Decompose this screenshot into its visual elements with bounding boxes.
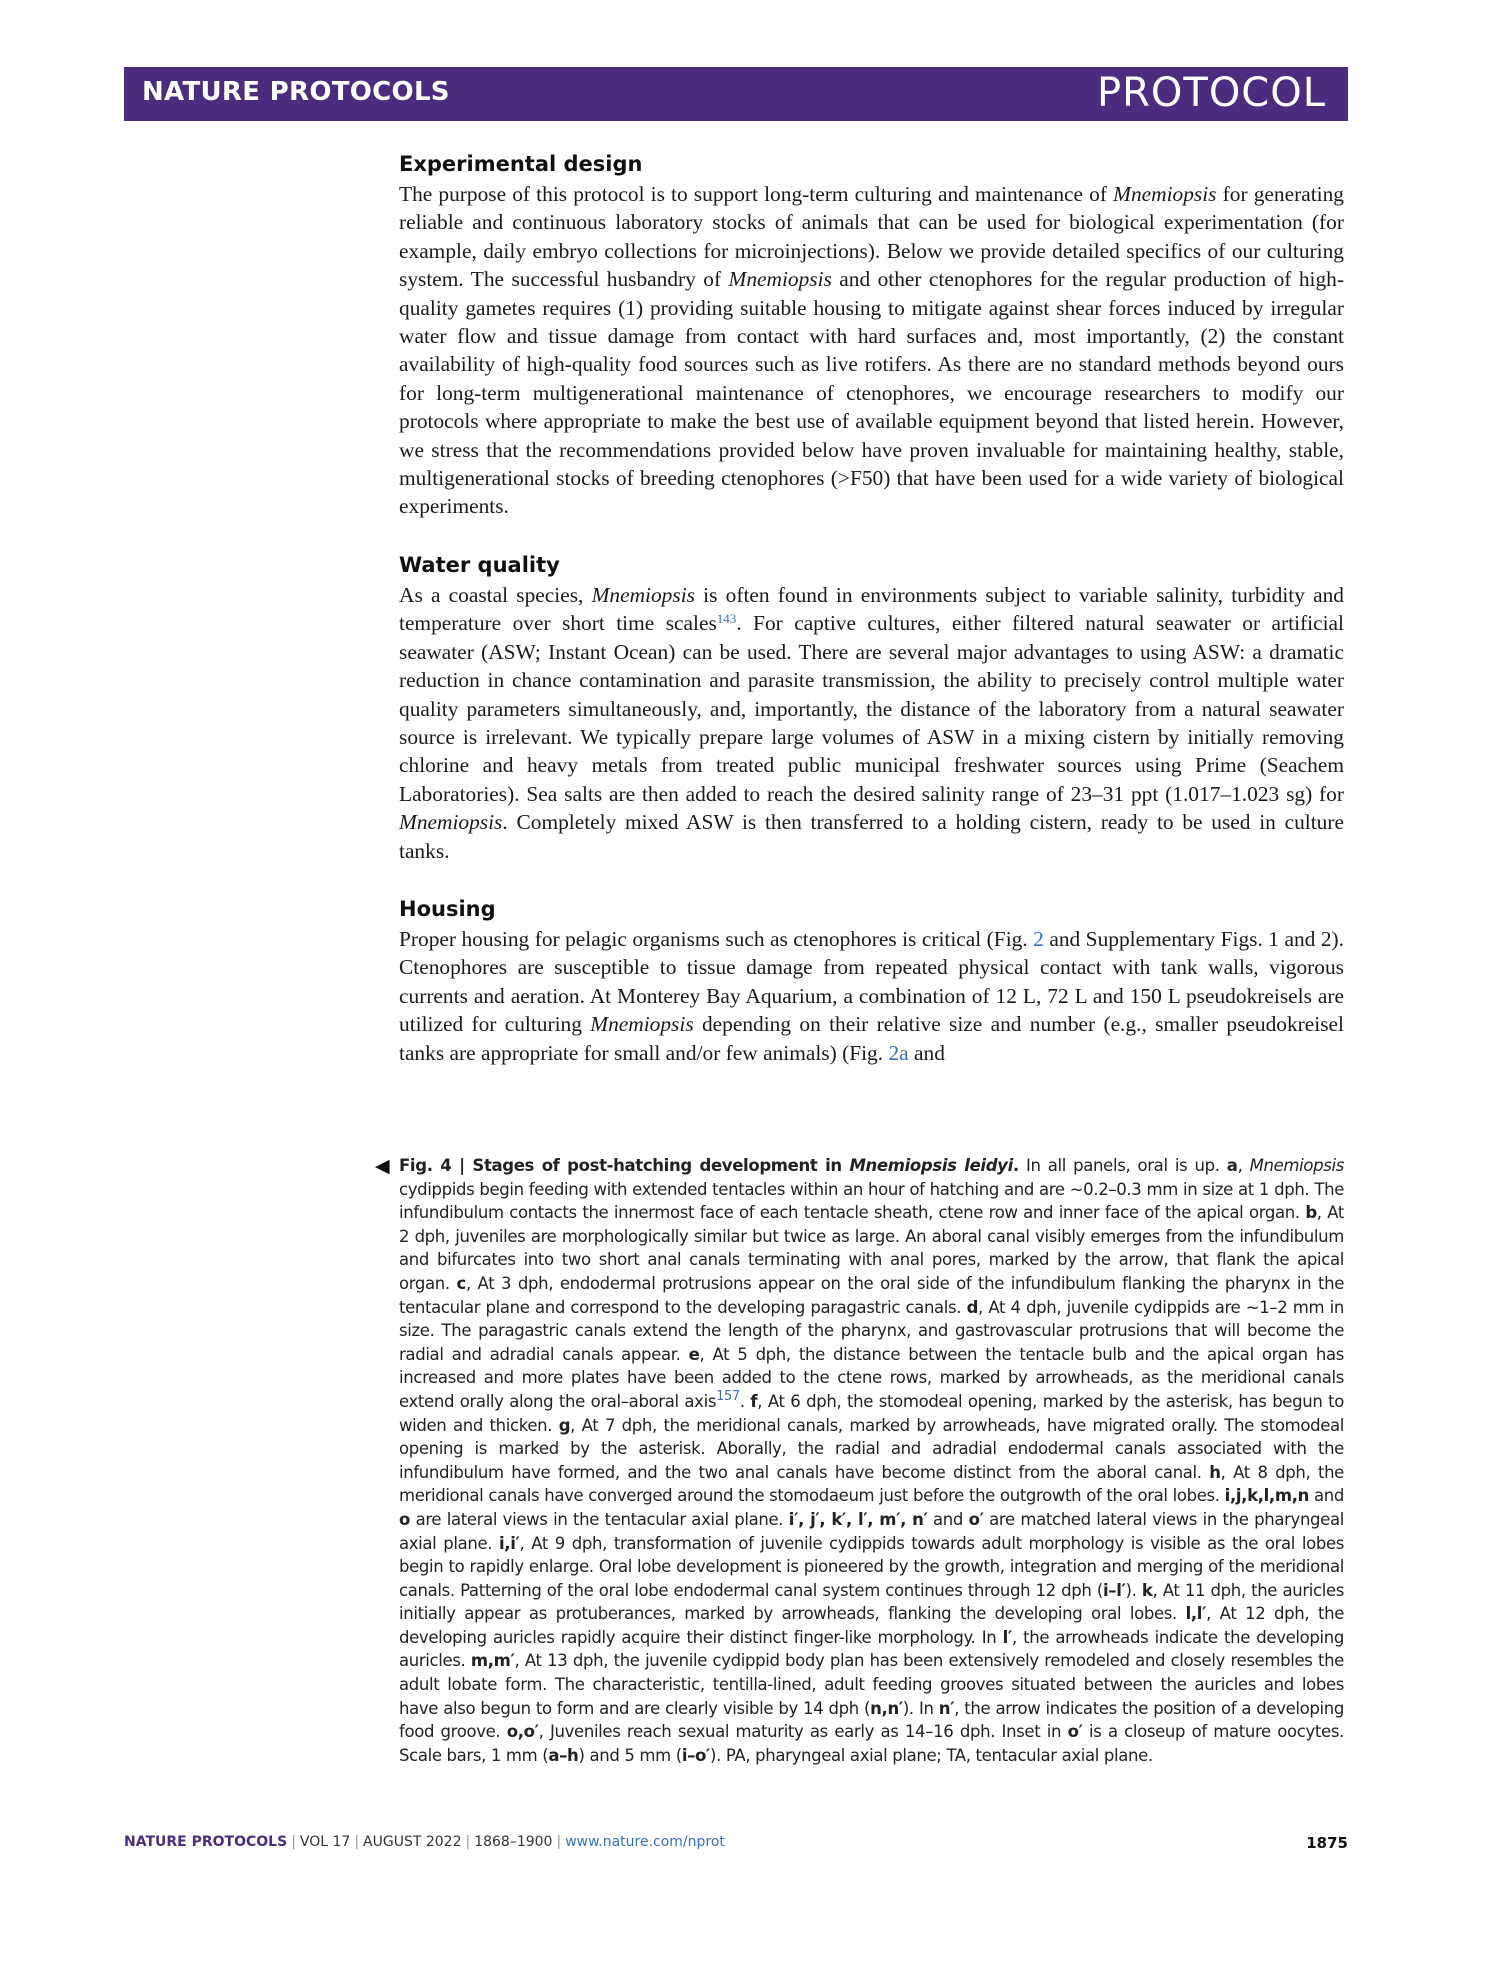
journal-name: NATURE PROTOCOLS (142, 77, 450, 107)
paragraph: The purpose of this protocol is to support long-term culturing and maintenance of Mnemiopsis for generating reliable and continuous laboratory stocks of animals that can be used for biological experimentation (for example, daily embryo collections for microinjections). Below we provide detailed specifics of our culturing system. The successful husbandry of Mnemiopsis and other ctenophores for the regular production of high-quality gametes requires (1) providing suitable housing to mitigate against shear forces induced by irregular water flow and tissue damage from contact with hard surfaces and, most importantly, (2) the constant availability of high-quality food sources such as live rotifers. As there are no standard methods beyond ours for long-term multigenerational maintenance of ctenophores, we encourage researchers to modify our protocols where appropriate to make the best use of available equipment beyond that listed herein. However, we stress that the recommendations provided below have proven invaluable for maintaining healthy, stable, multigenerational stocks of breeding ctenophores (>F50) that have been used for a wide variety of biological experiments. (399, 182, 1344, 519)
page-footer: NATURE PROTOCOLS | VOL 17 | AUGUST 2022 | 1868–1900 | www.nature.com/nprot 1875 (124, 1834, 1348, 1852)
figure-link[interactable]: 2a (888, 1040, 909, 1065)
arrow-left-icon: ◀ (375, 1155, 390, 1177)
figure-caption: ◀ Fig. 4 | Stages of post-hatching development in Mnemiopsis leidyi. In all panels, oral is up. a, Mnemiopsis cydippids begin feeding with extended tentacles within an hour of hatching and are ~0.2–0.3 mm in size at 1 dph. The infundibulum contacts the innermost face of each tentacle sheath, ctene row and inner face of the apical organ. b, At 2 dph, juveniles are morphologically similar but twice as large. An aboral canal visibly emerges from the infundibulum and bifurcates into two short anal canals terminating with anal pores, marked by the arrow, that flank the apical organ. c, At 3 dph, endodermal protrusions appear on the oral side of the infundibulum flanking the pharynx in the tentacular plane and correspond to the developing paragastric canals. d, At 4 dph, juvenile cydippids are ~1–2 mm in size. The paragastric canals extend the length of the pharynx, and gastrovascular protrusions that will become the radial and adradial canals appear. e, At 5 dph, the distance between the tentacle bulb and the apical organ has increased and more plates have been added to the ctene rows, marked by arrowheads, as the meridional canals extend orally along the oral–aboral axis$^{157}$. f, At 6 dph, the stomodeal opening, marked by the asterisk, has begun to widen and thicken. g, At 7 dph, the meridional canals, marked by arrowheads, have migrated orally. The stomodeal opening is marked by the asterisk. Aborally, the radial and adradial endodermal canals associated with the infundibulum have formed, and the two anal canals have become distinct from the aboral canal. h, At 8 dph, the meridional canals have converged around the stomodaeum just before the outgrowth of the oral lobes. i,j,k,l,m,n and o are lateral views in the tentacular axial plane. i′, j′, k′, l′, m′, n′ and o′ are matched lateral views in the pharyngeal axial plane. i,i′, At 9 dph, transformation of juvenile cydippids towards adult morphology is visible as the oral lobes begin to rapidly enlarge. Oral lobe development is pioneered by the growth, integration and merging of the meridional canals. Patterning of the oral lobe endodermal canal system continues through 12 dph (i–l′). k, At 11 dph, the auricles initially appear as protuberances, marked by arrowheads, flanking the developing oral lobes. l,l′, At 12 dph, the developing auricles rapidly acquire their distinct finger-like morphology. In l′, the arrowheads indicate the developing auricles. m,m′, At 13 dph, the juvenile cydippid body plan has been extensively remodeled and closely resembles the adult lobate form. The characteristic, tentilla-lined, adult feeding grooves situated between the auricles and lobes have also begun to form and are clearly visible by 14 dph (n,n′). In n′, the arrow indicates the position of a developing food groove. o,o′, Juveniles reach sexual maturity as early as 14–16 dph. Inset in o′ is a closeup of mature oocytes. Scale bars, 1 mm (a–h) and 5 mm (i–o′). PA, pharyngeal axial plane; TA, tentacular axial plane. (375, 1155, 1344, 1765)
section-heading: Experimental design (399, 152, 643, 176)
footer-pages: 1868–1900 (474, 1834, 553, 1850)
section-experimental-design (399, 150, 1344, 521)
reference-link[interactable]: 157 (716, 1388, 740, 1404)
section-housing (399, 895, 1344, 1067)
section-water-quality (399, 551, 1344, 865)
main-text (399, 150, 1344, 1097)
footer-url-link[interactable]: www.nature.com/nprot (565, 1834, 725, 1850)
header-banner (124, 67, 1348, 121)
paragraph: As a coastal species, Mnemiopsis is often found in environments subject to variable salinity, turbidity and temperature over short time scales$^{143}$. For captive cultures, either filtered natural seawater or artificial seawater (ASW; Instant Ocean) can be used. There are several major advantages to using ASW: a dramatic reduction in chance contamination and parasite transmission, the ability to precisely control multiple water quality parameters simultaneously, and, importantly, the distance of the laboratory from a natural seawater source is irrelevant. We typically prepare large volumes of ASW in a mixing cistern by initially removing chlorine and heavy metals from treated public municipal freshwater sources using Prime (Seachem Laboratories). Sea salts are then added to reach the desired salinity range of 23–31 ppt (1.017–1.023 sg) for Mnemiopsis. Completely mixed ASW is then transferred to a holding cistern, ready to be used in culture tanks. (399, 582, 1344, 863)
article-type: PROTOCOL (1096, 70, 1326, 116)
reference-link[interactable]: 143 (716, 611, 737, 627)
page-number: 1875 (1306, 1834, 1348, 1852)
footer-journal: NATURE PROTOCOLS (124, 1834, 288, 1850)
section-heading: Water quality (399, 552, 560, 577)
section-heading: Housing (399, 896, 496, 921)
footer-volume: VOL 17 (299, 1834, 351, 1850)
caption-title: Fig. 4 | Stages of post-hatching development in Mnemiopsis leidyi. (399, 1156, 1019, 1175)
footer-date: AUGUST 2022 (363, 1834, 462, 1850)
paragraph: Proper housing for pelagic organisms such as ctenophores is critical (Fig. 2 and Supplementary Figs. 1 and 2). Ctenophores are susceptible to tissue damage from repeated physical contact with tank walls, vigorous currents and aeration. At Monterey Bay Aquarium, a combination of 12 L, 72 L and 150 L pseudokreisels are utilized for culturing Mnemiopsis depending on their relative size and number (e.g., smaller pseudokreisel tanks are appropriate for small and/or few animals) (Fig. 2a and (399, 926, 1344, 1065)
figure-link[interactable]: 2 (1033, 926, 1044, 951)
